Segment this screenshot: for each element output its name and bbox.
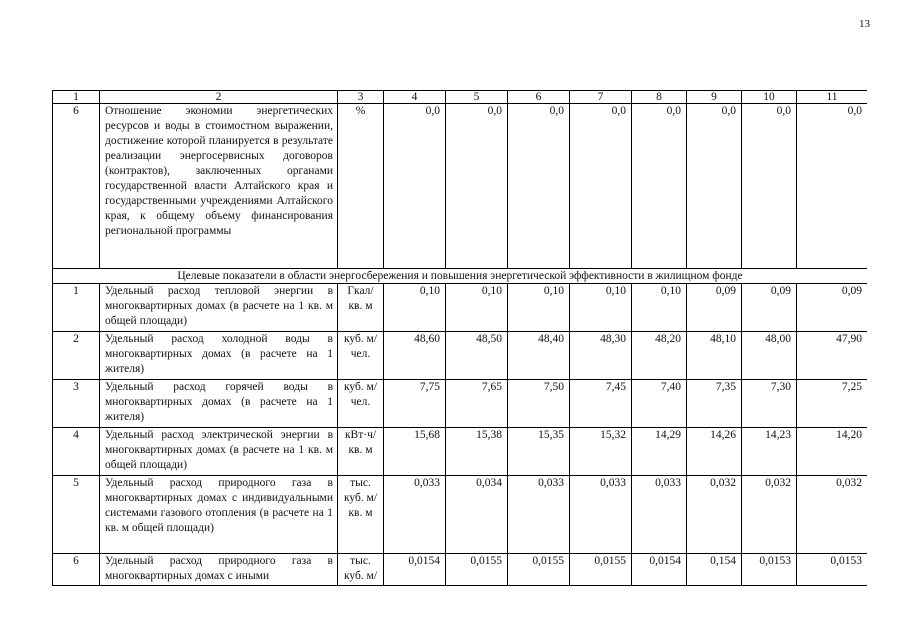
- row-unit: Гкал/ кв. м: [338, 284, 384, 332]
- row-value: 7,35: [687, 380, 742, 428]
- page-number: 13: [859, 18, 870, 30]
- row-value: 14,23: [742, 428, 797, 476]
- row-value: 0,0: [384, 104, 446, 269]
- column-number: 2: [100, 91, 338, 104]
- row-value: 48,10: [687, 332, 742, 380]
- row-unit: куб. м/ чел.: [338, 332, 384, 380]
- column-number: 9: [687, 91, 742, 104]
- row-value: 0,0: [570, 104, 632, 269]
- row-value: 48,20: [632, 332, 687, 380]
- row-value: 7,45: [570, 380, 632, 428]
- row-value: 48,00: [742, 332, 797, 380]
- table-row: [53, 332, 868, 380]
- row-description: Удельный расход природного газа в многоквартирных домах с иными: [100, 554, 338, 586]
- row-value: 0,10: [570, 284, 632, 332]
- row-value: 0,032: [687, 476, 742, 554]
- row-value: 48,30: [570, 332, 632, 380]
- column-number: 10: [742, 91, 797, 104]
- column-number-row: [53, 91, 868, 104]
- row-value: 0,032: [742, 476, 797, 554]
- row-value: 0,0154: [384, 554, 446, 586]
- row-value: 48,40: [508, 332, 570, 380]
- row-value: 48,60: [384, 332, 446, 380]
- column-number: 11: [797, 91, 868, 104]
- column-number: 3: [338, 91, 384, 104]
- row-value: 7,40: [632, 380, 687, 428]
- row-description: Удельный расход тепловой энергии в многоквартирных домах (в расчете на 1 кв. м общей площади): [100, 284, 338, 332]
- column-number: 6: [508, 91, 570, 104]
- column-number: 8: [632, 91, 687, 104]
- column-number: 7: [570, 91, 632, 104]
- row-value: 0,033: [570, 476, 632, 554]
- row-unit: тыс. куб. м/ кв. м: [338, 476, 384, 554]
- indicators-table: [52, 90, 867, 586]
- table-row: [53, 284, 868, 332]
- row-value: 0,09: [797, 284, 868, 332]
- row-value: 0,0: [742, 104, 797, 269]
- row-value: 14,29: [632, 428, 687, 476]
- row-value: 0,034: [446, 476, 508, 554]
- row-value: 15,32: [570, 428, 632, 476]
- row-value: 0,154: [687, 554, 742, 586]
- table-row: [53, 380, 868, 428]
- row-value: 7,50: [508, 380, 570, 428]
- row-value: 7,75: [384, 380, 446, 428]
- row-description: Удельный расход горячей воды в многоквартирных домах (в расчете на 1 жителя): [100, 380, 338, 428]
- row-unit: %: [338, 104, 384, 269]
- row-value: 15,38: [446, 428, 508, 476]
- row-number: 1: [53, 284, 100, 332]
- row-description: Удельный расход электрической энергии в многоквартирных домах (в расчете на 1 кв. м общей площади): [100, 428, 338, 476]
- table-row: [53, 104, 868, 269]
- row-value: 14,26: [687, 428, 742, 476]
- row-unit: кВт·ч/ кв. м: [338, 428, 384, 476]
- row-number: 5: [53, 476, 100, 554]
- row-value: 15,35: [508, 428, 570, 476]
- row-number: 6: [53, 104, 100, 269]
- row-value: 7,30: [742, 380, 797, 428]
- row-number: 4: [53, 428, 100, 476]
- table-row: [53, 428, 868, 476]
- row-number: 3: [53, 380, 100, 428]
- column-number: 4: [384, 91, 446, 104]
- row-value: 48,50: [446, 332, 508, 380]
- row-value: 0,09: [742, 284, 797, 332]
- table-row: [53, 554, 868, 586]
- row-value: 0,033: [384, 476, 446, 554]
- row-number: 6: [53, 554, 100, 586]
- row-value: 0,0: [687, 104, 742, 269]
- row-value: 0,033: [508, 476, 570, 554]
- row-value: 0,0153: [742, 554, 797, 586]
- row-value: 15,68: [384, 428, 446, 476]
- row-value: 7,65: [446, 380, 508, 428]
- row-value: 0,0155: [570, 554, 632, 586]
- section-title: Целевые показатели в области энергосбережения и повышения энергетической эффективности в жилищном фонде: [53, 269, 868, 284]
- row-value: 0,0155: [446, 554, 508, 586]
- row-value: 0,10: [632, 284, 687, 332]
- row-value: 0,033: [632, 476, 687, 554]
- row-value: 14,20: [797, 428, 868, 476]
- section-row: [53, 269, 868, 284]
- row-description: Отношение экономии энергетических ресурсов и воды в стоимостном выражении, достижение которой планируется в результате реализации энергосервисных договоров (контрактов), заключенных органами государственной власти Алтайского края и государственными учреждениями Алтайского края, к общему объему финансирования региональной программы: [100, 104, 338, 269]
- row-value: 0,0: [508, 104, 570, 269]
- row-value: 0,032: [797, 476, 868, 554]
- column-number: 1: [53, 91, 100, 104]
- table-row: [53, 476, 868, 554]
- row-value: 0,0153: [797, 554, 868, 586]
- row-unit: тыс. куб. м/: [338, 554, 384, 586]
- row-value: 0,0154: [632, 554, 687, 586]
- row-value: 0,0: [797, 104, 868, 269]
- row-value: 0,10: [508, 284, 570, 332]
- column-number: 5: [446, 91, 508, 104]
- row-number: 2: [53, 332, 100, 380]
- row-description: Удельный расход холодной воды в многоквартирных домах (в расчете на 1 жителя): [100, 332, 338, 380]
- indicators-table-wrapper: [52, 90, 867, 640]
- row-value: 0,0155: [508, 554, 570, 586]
- row-value: 0,09: [687, 284, 742, 332]
- row-value: 7,25: [797, 380, 868, 428]
- row-value: 0,10: [446, 284, 508, 332]
- row-unit: куб. м/ чел.: [338, 380, 384, 428]
- row-value: 0,0: [446, 104, 508, 269]
- row-value: 47,90: [797, 332, 868, 380]
- row-value: 0,10: [384, 284, 446, 332]
- row-description: Удельный расход природного газа в многоквартирных домах с индивидуальными системами газового отопления (в расчете на 1 кв. м общей площади): [100, 476, 338, 554]
- row-value: 0,0: [632, 104, 687, 269]
